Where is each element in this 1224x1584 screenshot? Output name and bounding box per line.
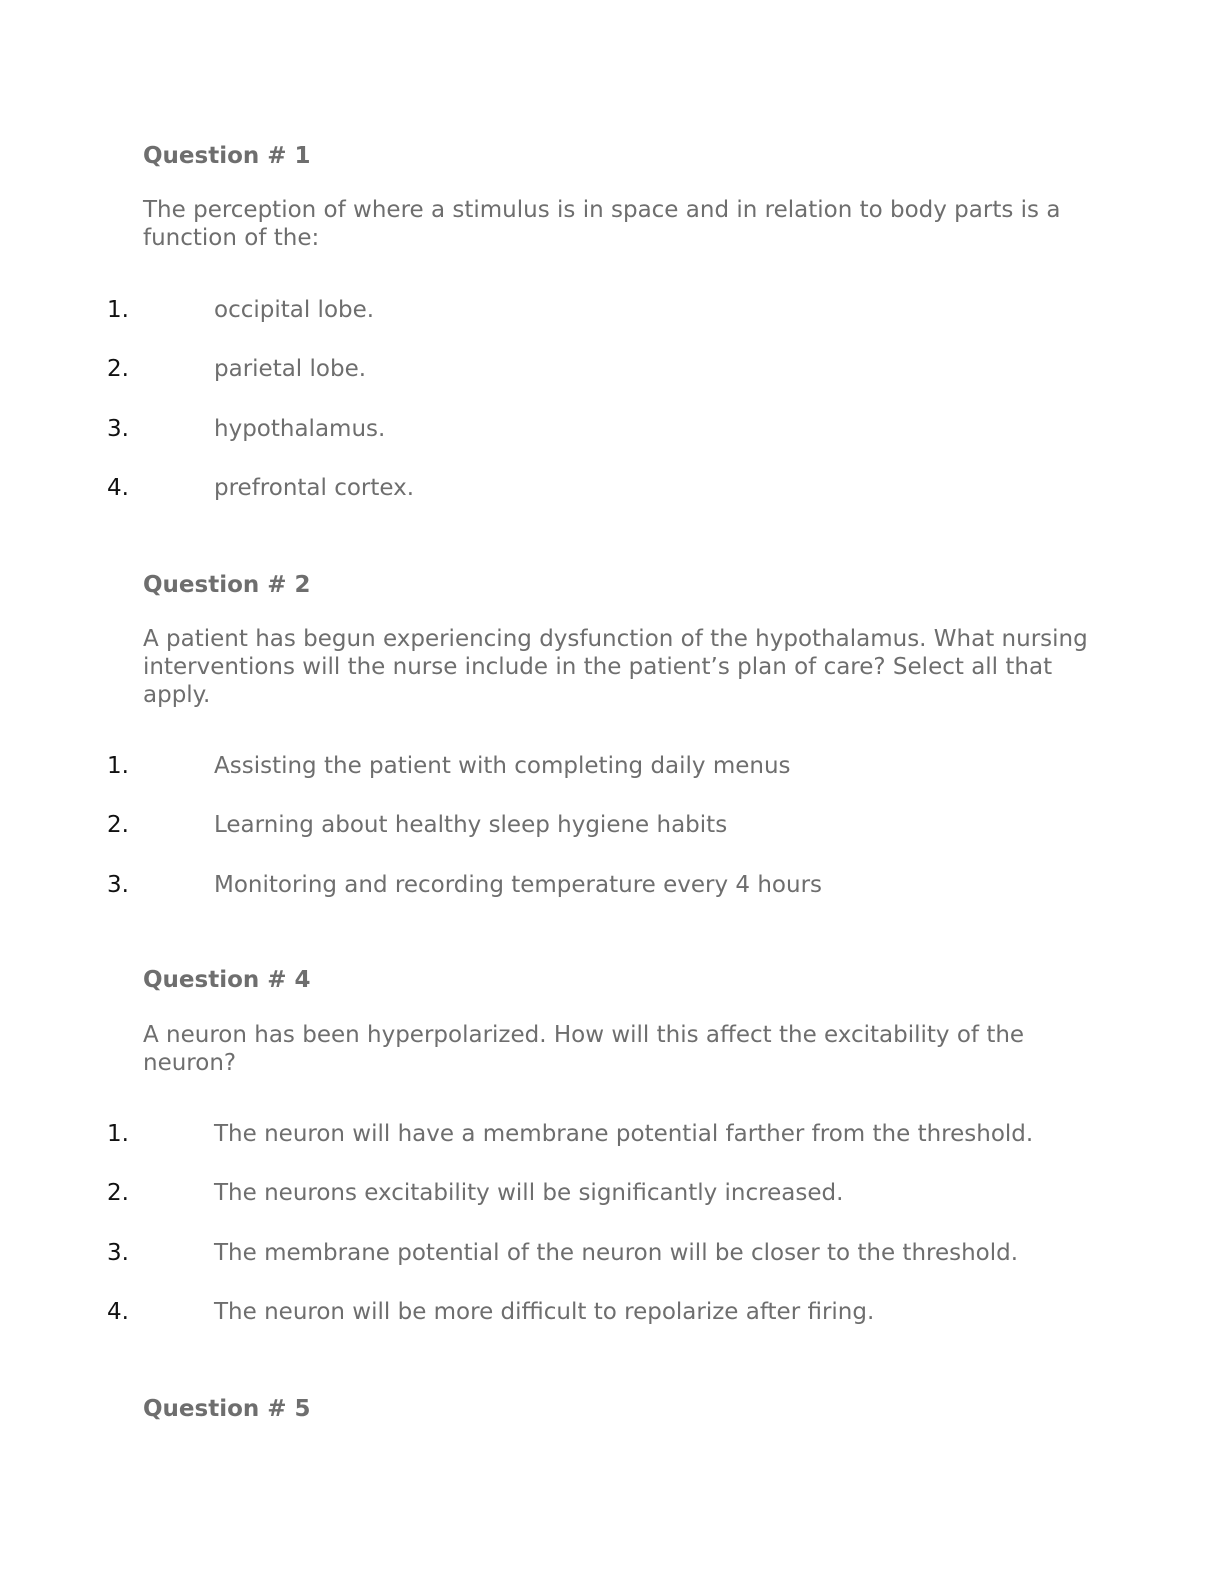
answer-option[interactable] (0, 296, 1224, 355)
option-number: 3. (107, 871, 129, 898)
answer-option[interactable] (0, 1239, 1224, 1298)
answer-options (0, 296, 1224, 533)
answer-option[interactable] (0, 355, 1224, 414)
answer-options (0, 1120, 1224, 1357)
question-text: The perception of where a stimulus is in space and in relation to body parts is a function of the: (143, 197, 1061, 251)
option-text: parietal lobe. (214, 356, 367, 383)
question-heading: Question # 5 (143, 1396, 311, 1422)
question-heading: Question # 4 (143, 967, 311, 993)
answer-option[interactable] (0, 1298, 1224, 1357)
option-text: hypothalamus. (214, 415, 386, 442)
answer-option[interactable] (0, 752, 1224, 811)
option-text: prefrontal cortex. (214, 474, 415, 501)
answer-options (0, 752, 1224, 930)
answer-option[interactable] (0, 474, 1224, 533)
option-number: 3. (107, 415, 129, 442)
answer-option[interactable] (0, 871, 1224, 930)
answer-option[interactable] (0, 1120, 1224, 1179)
option-number: 4. (107, 1298, 129, 1325)
answer-option[interactable] (0, 811, 1224, 870)
option-number: 2. (107, 812, 129, 839)
option-number: 3. (107, 1239, 129, 1266)
option-number: 2. (107, 356, 129, 383)
option-number: 1. (107, 1121, 129, 1147)
question-heading: Question # 2 (143, 572, 311, 598)
option-number: 2. (107, 1180, 129, 1207)
option-number: 1. (107, 753, 129, 779)
option-text: Monitoring and recording temperature every 4 hours (214, 871, 823, 898)
option-text: Learning about healthy sleep hygiene habits (214, 812, 728, 839)
option-number: 1. (107, 297, 129, 323)
option-number: 4. (107, 474, 129, 501)
option-text: The membrane potential of the neuron will be closer to the threshold. (214, 1239, 1019, 1266)
answer-option[interactable] (0, 1179, 1224, 1238)
answer-option[interactable] (0, 415, 1224, 474)
option-text: The neuron will be more difficult to repolarize after firing. (214, 1298, 875, 1325)
question-text: A neuron has been hyperpolarized. How will this affect the excitability of the neuron? (143, 1022, 1025, 1076)
option-text: The neuron will have a membrane potential farther from the threshold. (214, 1121, 1034, 1147)
question-text: A patient has begun experiencing dysfunction of the hypothalamus. What nursing interventions will the nurse include in the patient’s plan of care? Select all that apply. (143, 626, 1088, 708)
option-text: Assisting the patient with completing daily menus (214, 753, 791, 779)
option-text: The neurons excitability will be significantly increased. (214, 1180, 844, 1207)
question-heading: Question # 1 (143, 143, 311, 169)
option-text: occipital lobe. (214, 297, 375, 323)
